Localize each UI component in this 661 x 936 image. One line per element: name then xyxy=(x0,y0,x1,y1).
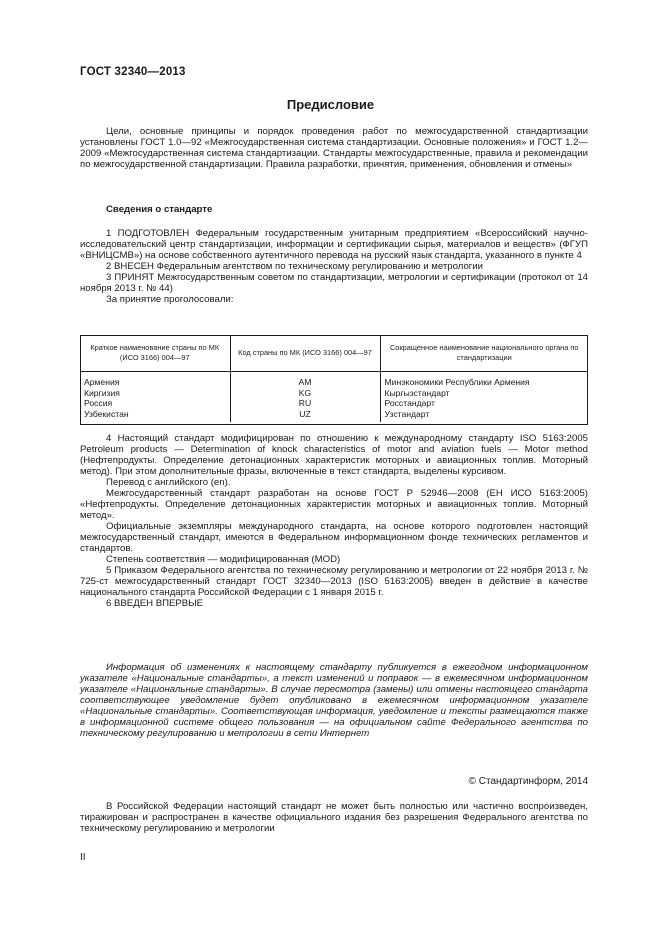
intro-paragraph: Цели, основные принципы и порядок проведения работ по межгосударственной стандартизации установлены ГОСТ 1.0—92 «Межгосударственная система стандартизации. Основные положения» и ГОСТ 1.2—2009 «Межгосударственная система стандартизации. Стандарты межгосударственные, правила и рекомендации по межгосударственной стандартизации. Правила разработки, принятия, применения, обновления и отмены» xyxy=(80,126,588,170)
country-name-cell: Узбекистан xyxy=(80,409,230,423)
intro-block xyxy=(80,126,588,170)
country-code-cell: UZ xyxy=(230,409,380,423)
country-code-cell: RU xyxy=(230,398,380,409)
header-standards-body: Сокращенное наименование национального органа по стандартизации xyxy=(380,335,588,372)
table-row xyxy=(80,372,588,388)
item-4-paragraph: 4 Настоящий стандарт модифицирован по отношению к международному стандарту ISO 5163:2005 Petroleum products — Determination of knock characteristics of motor and aviation fuels — Motor method (Нефтепродукты. Определение детонационных характеристик моторных и авиационных топлив. Моторный метод). При этом дополнительные фразы, включенные в текст стандарта, выделены курсивом. xyxy=(80,433,588,477)
copyright-line: © Стандартинформ, 2014 xyxy=(468,776,588,787)
standards-body-cell: Кыргызстандарт xyxy=(384,387,450,398)
item-6-paragraph: 6 ВВЕДЕН ВПЕРВЫЕ xyxy=(106,598,204,609)
basis-paragraph: Межгосударственный стандарт разработан на основе ГОСТ Р 52946—2008 (ЕН ИСО 5163:2005) «Нефтепродукты. Определение детонационных характеристик моторных и авиационных топлив. Моторный метод». xyxy=(80,488,588,521)
table-header-row xyxy=(80,335,588,372)
info-heading-block xyxy=(80,204,588,215)
country-code-cell: AM xyxy=(230,372,380,388)
country-name-cell: Россия xyxy=(80,398,230,409)
item-2-paragraph: 2 ВНЕСЕН Федеральным агентством по техническому регулированию и метрологии xyxy=(106,261,484,272)
table-row xyxy=(80,398,588,409)
voting-caption: За принятие проголосовали: xyxy=(106,294,234,305)
notice-block xyxy=(80,662,588,739)
item-5-paragraph: 5 Приказом Федерального агентства по техническому регулированию и метрологии от 22 ноября 2013 г. № 725-ст межгосударственный стандарт ГОСТ 32340—2013 (ISO 5163:2005) введен в действие в качестве национального стандарта Российской Федерации с 1 января 2015 г. xyxy=(80,565,588,598)
notice-paragraph: Информация об изменениях к настоящему стандарту публикуется в ежегодном информационном указателе «Национальные стандарты», а текст изменений и поправок — в ежемесячном информационном указателе «Национальные стандарты». В случае пересмотра (замены) или отмены настоящего стандарта соответствующее уведомление будет опубликовано в ежемесячном информационном указателе «Национальные стандарты». Соответствующая информация, уведомление и тексты размещаются также в информационной системе общего пользования — на официальном сайте Федерального агентства по техническому регулированию и метрологии в сети Интернет xyxy=(80,662,588,739)
standards-body-cell: Узстандарт xyxy=(384,408,430,419)
country-name-cell: Армения xyxy=(80,372,230,388)
standards-body-cell: Росстандарт xyxy=(384,398,435,408)
country-code-cell: KG xyxy=(230,388,380,399)
translation-note: Перевод с английского (en). xyxy=(106,477,231,488)
item-1-paragraph: 1 ПОДГОТОВЛЕН Федеральным государственным унитарным предприятием «Всероссийский научно-исследовательский центр стандартизации, информации и сертификации сырья, материалов и веществ» (ФГУП «ВНИЦСМВ») на основе собственного аутентичного перевода на русский язык стандарта, указанного в пункте 4 xyxy=(80,228,588,261)
conformity-degree: Степень соответствия — модифицированная (MOD) xyxy=(106,554,341,565)
standards-body-cell: Минэкономики Республики Армения xyxy=(384,377,530,387)
country-name-cell: Киргизия xyxy=(80,388,230,399)
header-country-name: Краткое наименование страны по МК (ИСО 3166) 004—97 xyxy=(80,335,230,372)
info-heading: Сведения о стандарте xyxy=(106,204,213,215)
official-copies-paragraph: Официальные экземпляры международного стандарта, на основе которого подготовлен настоящий межгосударственный стандарт, имеются в Федеральном информационном фонде технических регламентов и стандартов. xyxy=(80,521,588,554)
table-row xyxy=(80,409,588,423)
standard-info-block xyxy=(80,228,588,305)
table-row xyxy=(80,388,588,399)
voting-table xyxy=(80,335,588,422)
rights-paragraph: В Российской Федерации настоящий стандарт не может быть полностью или частично воспроизведен, тиражирован и распространен в качестве официального издания без разрешения Федерального агентства по техническому регулированию и метрологии xyxy=(80,801,588,834)
page-number: II xyxy=(80,852,86,863)
document-header: ГОСТ 32340—2013 xyxy=(80,66,186,78)
header-country-code: Код страны по МК (ИСО 3166) 004—97 xyxy=(230,335,380,372)
item-3-paragraph: 3 ПРИНЯТ Межгосударственным советом по стандартизации, метрологии и сертификации (протокол от 14 ноября 2013 г. № 44) xyxy=(80,272,588,294)
page-title: Предисловие xyxy=(286,97,375,112)
modification-block xyxy=(80,433,588,609)
rights-block xyxy=(80,801,588,834)
